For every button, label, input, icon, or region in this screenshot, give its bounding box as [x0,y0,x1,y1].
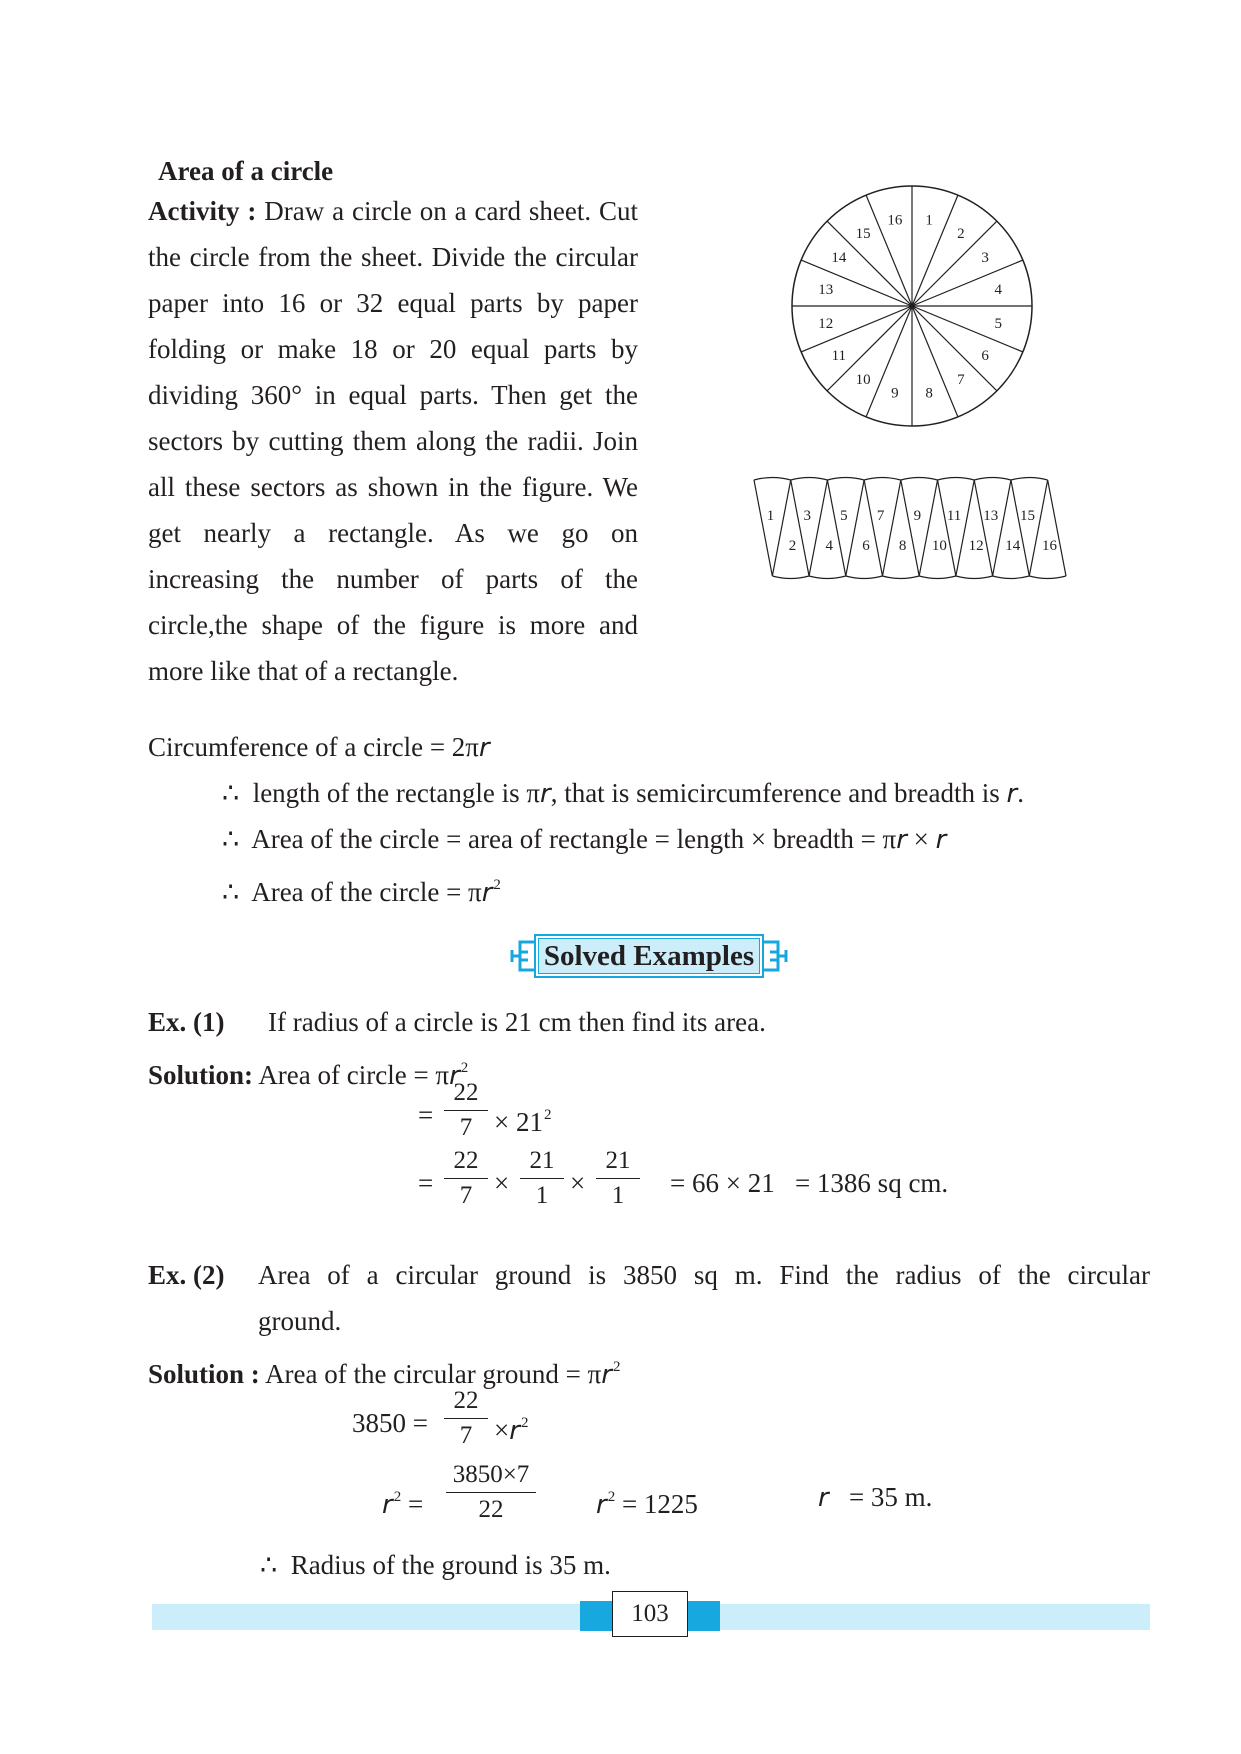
circle-sector-label: 2 [957,225,965,242]
strip-sector-label: 3 [803,508,811,524]
strip-sector-edge [898,480,919,576]
section-title: Area of a circle [158,156,334,186]
solved-examples-banner [508,932,790,980]
circle-sector-label: 6 [981,347,989,364]
ex1-step2-times-2: × [570,1168,586,1198]
strip-sector-edge [974,480,992,576]
strip-top-arc [1011,478,1048,481]
strip-sector-label: 9 [913,508,922,524]
strip-bottom-arc [919,576,956,579]
circle-sector-label: 8 [925,385,933,402]
strip-sector-edge [1011,480,1029,576]
strip-sector-edge [882,480,900,576]
circle-sector-label: 13 [818,281,834,298]
strip-sector-label: 11 [946,508,962,524]
strip-top-arc [901,478,938,481]
circle-sector-label: 11 [831,347,847,364]
derivation-line-3: ∴ Area of the circle = $\pi r^2$ [222,877,501,908]
derivation-line-2: ∴ Area of the circle = area of rectangle = length × breadth = πr × r [222,824,947,855]
strip-bottom-arc [772,576,809,579]
ex2-question-line-1: Area of a circular ground is 3850 sq m. Find the radius of the circular [258,1260,1150,1290]
circle-sector-label: 9 [891,385,899,402]
circle-sector-label: 12 [818,316,834,333]
activity-text: Draw a circle on a card sheet. Cut the circle from the sheet. Divide the circular paper into 16 or 32 equal parts by paper folding or make 18 or 20 equal parts by dividing 360° in equal parts. Then get the sectors by cutting them along the radii. Join all these sectors as shown in the figure. We get nearly a rectangle. As we go on increasing the number of parts of the circle,the shape of the figure is more and more like that of a rectangle. [148,196,638,686]
ex2-step2-fraction: 3850×7 22 [446,1460,536,1525]
page-number: 103 [612,1591,688,1637]
ex1-step1-equals: = [418,1100,434,1130]
solved-examples-title: Solved Examples [534,934,764,978]
strip-bottom-arc [993,576,1030,579]
strip-bottom-arc [956,576,993,579]
strip-sector-edge [827,480,845,576]
strip-sector-label: 7 [876,508,885,524]
ex2-solution-line: Solution : Area of the circular ground = $\pi r^2$ [148,1359,621,1390]
strip-sector-edge [938,480,956,576]
strip-bottom-arc [846,576,883,579]
strip-sector-edge [864,480,882,576]
circumference-line: Circumference of a circle = 2πr [148,732,490,763]
circle-sector-label: 7 [957,372,965,389]
strip-top-arc [754,478,791,481]
strip-sector-label: 5 [840,508,848,524]
strip-sector-edge [956,480,974,576]
banner-ornament-right-icon [760,936,790,976]
circle-sector-label: 1 [925,212,933,229]
derivation-line-1: ∴ length of the rectangle is πr, that is semicircumference and breadth is r. [222,778,1024,809]
strip-sector-label: 4 [825,538,833,554]
strip-sector-edge [788,480,809,576]
strip-sector-label: 13 [983,508,999,524]
strip-sector-edge [1029,480,1047,576]
sector-circle-figure [786,180,1038,432]
strip-bottom-arc [1029,576,1066,579]
activity-paragraph [148,188,638,694]
strip-bottom-arc [882,576,919,579]
strip-sector-label: 14 [1005,538,1021,554]
strip-top-arc [827,478,864,481]
ex2-step2-lhs: $r^2$ = [382,1489,424,1520]
strip-top-arc [938,478,975,481]
circle-sector-label: 4 [994,281,1003,298]
strip-sector-edge [993,480,1011,576]
strip-sector-label: 8 [898,538,907,554]
strip-sector-edge [809,480,827,576]
strip-sector-label: 15 [1019,508,1035,524]
ex1-label: Ex. (1) [148,1007,225,1037]
ex2-question-line-2: ground. [258,1306,342,1336]
strip-sector-label: 16 [1041,538,1057,554]
strip-sector-label: 2 [788,538,797,554]
ex2-step4-r: r = 35 m. [818,1482,933,1513]
circle-sector-label: 15 [855,225,871,242]
strip-sector-edge [919,480,937,576]
ex1-step2-result: = 66 × 21 = 1386 sq cm. [670,1168,949,1198]
ex2-step1-rest: $\times r^2$ [494,1415,529,1446]
ex1-step2-fraction-3: 21 1 [596,1146,640,1211]
strip-sector-edge [846,480,864,576]
ex1-step1-fraction: 22 7 [444,1078,488,1143]
ex2-conclusion: ∴ Radius of the ground is 35 m. [260,1550,611,1580]
circle-sector-label: 3 [981,250,989,267]
circle-sector-label: 14 [831,250,847,267]
ex1-step2-fraction-2: 21 1 [520,1146,564,1211]
ex2-step1-lhs: 3850 = [352,1408,428,1438]
ex1-solution-line: Solution: Area of circle = $\pi r^2$ [148,1060,469,1091]
ex1-step2-fraction-1: 22 7 [444,1146,488,1211]
ex1-step2-times-1: × [494,1168,510,1198]
ex2-step1-fraction: 22 7 [444,1386,488,1451]
strip-sector-label: 6 [862,538,870,554]
ex1-step1-rest: × $21^2$ [494,1107,552,1137]
ex2-step3-r-squared: $r^2 = 1225$ [596,1489,698,1520]
strip-top-arc [864,478,901,481]
ex1-step2-equals: = [418,1168,434,1198]
ex1-question: If radius of a circle is 21 cm then find its area. [268,1007,766,1037]
strip-sector-label: 1 [766,508,775,524]
circle-sector-label: 16 [887,212,903,229]
strip-sector-label: 12 [968,538,984,554]
strip-bottom-arc [809,576,846,579]
rearranged-sectors-figure [748,474,1072,582]
circle-sector-label: 10 [855,372,871,389]
strip-sector-label: 10 [931,538,947,554]
strip-top-arc [791,478,828,481]
circle-sector-label: 5 [994,316,1003,333]
ex2-label: Ex. (2) [148,1260,225,1290]
strip-sector-edge [754,480,772,576]
strip-top-arc [974,478,1011,481]
strip-sector-edge [1048,480,1066,576]
activity-label: Activity : [148,196,257,226]
strip-sector-edge [772,480,790,576]
